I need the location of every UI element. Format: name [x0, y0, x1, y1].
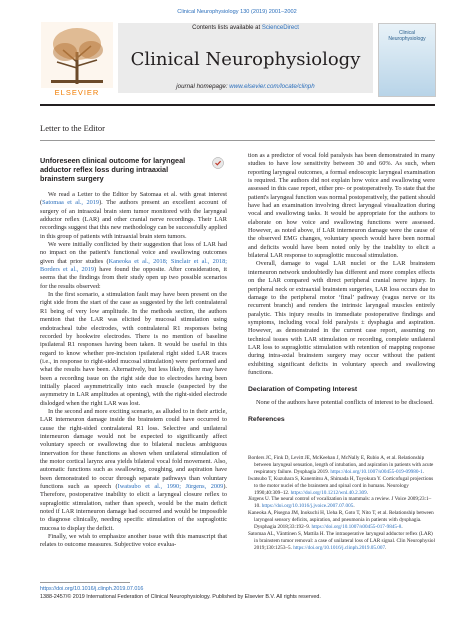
- paragraph-5: Finally, we wish to emphasize another issue with this manuscript that relates to outcome measures. Subjective voice evalua-: [40, 533, 227, 549]
- footer-rule: [40, 582, 130, 583]
- reference-doi-link[interactable]: https://doi.org/10.1007/s00455-017-9845-8: [311, 524, 402, 531]
- paragraph-3: In the first scenario, a stimulation fault may have been present on the right side from the start of the case as suggested by the left contralateral R1 being of very low amplitude. In the methods section, the authors mention that the LAR was elicited by mucosal stimulation using endotracheal tube electrodes, with contralateral R1 responses being recorded by hookwire electrodes. There is no mention of baseline ipsilateral R1 responses having been taken. It would be useful in this regard to know whether pre-incision ipsilateral right sided LAR traces (i.e., in response to right-sided mucosal stimulation) were performed and what the results have been. Alternatively, but less likely, there may have been a recording issue on the right side due to electrodes having been initially placed asymmetrically into each muscle (suspected by the asymmetry in LAR amplitudes at opening), with the right-sided electrode dislodged when the right LAR was lost.: [40, 291, 227, 407]
- journal-citation: Clinical Neurophysiology 130 (2019) 2001–2002: [177, 9, 297, 15]
- competing-interest-heading: Declaration of Competing Interest: [248, 386, 358, 394]
- journal-homepage: [118, 83, 373, 90]
- contents-prefix: Contents lists available at: [192, 25, 261, 31]
- paragraph-2: We were initially conflicted by their suggestion that loss of LAR had no impact on the patient's functional voice and swallowing outcomes given that prior studies (Kaneoka et al., 2018; Sinclair et al., 2018; Borders et al., 2019) have found the opposite. After consideration, it seems that the findings from their study open up two possible scenarios for the results observed:: [40, 241, 227, 290]
- body-column-left: [40, 191, 227, 550]
- elsevier-wordmark: ELSEVIER: [54, 88, 100, 97]
- paragraph-6: tion as a predictor of vocal fold paralysis has been demonstrated in many studies to have low sensitivity between 30 and 60%. As such, when reporting laryngeal outcomes, a formal endoscopic laryngeal examination is required. The authors did not explain how voice and swallowing were assessed in this case report, either pre- or postoperatively. To state that the patient's laryngeal function was normal postoperatively, the patient should have had an examination involving direct laryngeal visualization during vocal and swallowing tasks. It would be appropriate for the authors to elaborate on how voice and swallowing functions were assessed. However, as noted above, if LAR interneuron damage were the cause of the observed EMG changes, voluntary speech would have been normal and deficits would have been noted only by the inability to elicit a bilateral LAR response to supraglottic mucosal stimulation.: [248, 152, 435, 260]
- competing-interest-text: None of the authors have potential conflicts of interest to be disclosed.: [256, 398, 434, 406]
- cover-title: Clinical Neurophysiology: [388, 30, 426, 42]
- references-heading: References: [248, 415, 285, 423]
- header-rule: [40, 104, 435, 106]
- contents-line: [118, 23, 373, 33]
- reference-item: Satomaa AL, Vänttinen S, Mattila H. The intraoperative laryngeal adductor reflex (LAR) in brainstem tumor removal: a case of unilateral loss of LAR signal. Clin Neurophysiol 2019;130:1253–5. https://doi.org/10.1016/j.clinph.2019.05.007.: [248, 530, 435, 551]
- citation-link[interactable]: Satomaa et al., 2019: [42, 199, 100, 207]
- body-column-right: [248, 152, 435, 424]
- article-section: Letter to the Editor: [40, 123, 105, 133]
- journal-title: Clinical Neurophysiology: [130, 49, 361, 70]
- reference-item: Iwatsubo T, Kuzuhara S, Kanemitsu A, Shimada H, Toyokura Y. Corticofugal projections to the motor nuclei of the brainstem and spinal cord in humans. Neurology 1990;40:309–12. https://doi.org/10.1212/wnl.40.2.309.: [248, 475, 434, 496]
- homepage-link[interactable]: www.elsevier.com/locate/clinph: [229, 83, 315, 90]
- paragraph-1: We read a Letter to the Editor by Satomaa et al. with great interest (Satomaa et al., 2019). The authors present an excellent account of surgery of an intraaxial brain stem tumor monitored with the laryngeal adductor reflex (LAR) and other cranial nerve recordings. Their LAR recordings suggest that this new methodology can be successfully applied in this group of patients with intraaxial brain stem tumors.: [40, 191, 227, 240]
- citation-link[interactable]: Iwatsubo et al., 1990; Jürgens, 2009: [117, 483, 224, 491]
- citation-link[interactable]: Kaneoka et al., 2018; Sinclair et al., 2018; Borders et al., 2019: [40, 257, 227, 274]
- article-title: Unforeseen clinical outcome for laryngeal adductor reflex loss during intraaxial brainstem surgery: [40, 156, 186, 183]
- reference-doi-link[interactable]: https://doi.org/10.1007/s00455-019-09980-1: [330, 468, 423, 475]
- references-list: [248, 455, 435, 552]
- homepage-prefix: journal homepage:: [176, 83, 228, 90]
- section-rule: [40, 140, 435, 141]
- paragraph-7: Overall, damage to vagal LAR nuclei or the LAR brainstem interneuron network undoubtedly has different and more complex effects on the LAR compared with direct peripheral cranial nerve injury. In peripheral neck or extraaxial brainstem surgeries, LAR loss occurs due to damage to the peripheral motor ‘final’ pathway (vagus nerve or its recurrent branch) and renders the intrinsic laryngeal muscles entirely paralytic. This injury results in immediate postoperative findings and symptoms, including vocal fold paralysis ± dysphagia and aspiration. However, as demonstrated in the current case report, assuming no technical issues with LAR stimulation or recording, complete unilateral LAR loss to supraglottic stimulation with retention of mapping response during intra-axial brainstem surgery may occur without the patient exhibiting significant deficits in voluntary speech and swallowing functions.: [248, 260, 435, 376]
- reference-doi-link[interactable]: https://doi.org/10.1016/j.jvoice.2007.07.005: [261, 503, 354, 510]
- reference-item: Kaneoka A, Pisegna JM, Inokuchi H, Ueha R, Goto T, Nito T, et al. Relationship between laryngeal sensory deficits, aspiration, and pneumonia in patients with dysphagia. Dysphagia 2018;33:192–9. https://doi.org/10.1007/s00455-017-9845-8.: [248, 510, 434, 531]
- article-doi-link[interactable]: https://doi.org/10.1016/j.clinph.2019.07.016: [40, 586, 144, 592]
- reference-doi-link[interactable]: https://doi.org/10.1016/j.clinph.2019.05.007: [293, 544, 386, 551]
- reference-item: Jürgens U. The neural control of vocalization in mammals: a review. J Voice 2009;23:1–10. https://doi.org/10.1016/j.jvoice.2007.07.005.: [248, 496, 432, 510]
- check-for-updates-icon[interactable]: [212, 156, 224, 168]
- elsevier-logo[interactable]: [41, 22, 113, 100]
- paragraph-4: In the second and more exciting scenario, as alluded to in their article, LAR interneuron damage inside the brainstem could have occurred to cause the right-sided contralateral R1 loss. Selective and unilateral interneuron damage would not be expected to significantly affect voluntary speech or swallowing due to bilateral nucleus ambiguous innervation for these functions as shown when unilateral stimulation of the motor cortical larynx area yields bilateral vocal fold movement. Also, automatic functions such as swallowing, coughing, and aspiration have been demonstrated to occur through separate pathways than voluntary functions such as speech (Iwatsubo et al., 1990; Jürgens, 2009). Therefore, postoperative inability to elicit a laryngeal closure reflex to supraglottic stimulation, rather than speech, would be the main deficit noted if LAR interneuron damage had occurred and would be impossible to diagnose clinically, needing specific stimulation of the supraglottic mucosa to display the deficit.: [40, 407, 227, 532]
- reference-item: Borders JC, Fink D, Levitt JE, McKeehan J, McNally E, Rubio A, et al. Relationship between laryngeal sensation, length of intubation, and aspiration in patients with acute respiratory failure. Dysphagia 2019. https://doi.org/10.1007/s00455-019-09980-1.: [248, 455, 434, 475]
- elsevier-tree-icon: [41, 22, 113, 88]
- sciencedirect-link[interactable]: ScienceDirect: [261, 25, 299, 31]
- copyright-notice: 1388-2457/© 2019 International Federation of Clinical Neurophysiology. Published by Elsevier B.V. All rights reserved.: [40, 594, 321, 600]
- reference-doi-link[interactable]: https://doi.org/10.1212/wnl.40.2.309: [290, 489, 367, 496]
- journal-cover-thumbnail[interactable]: [378, 23, 436, 97]
